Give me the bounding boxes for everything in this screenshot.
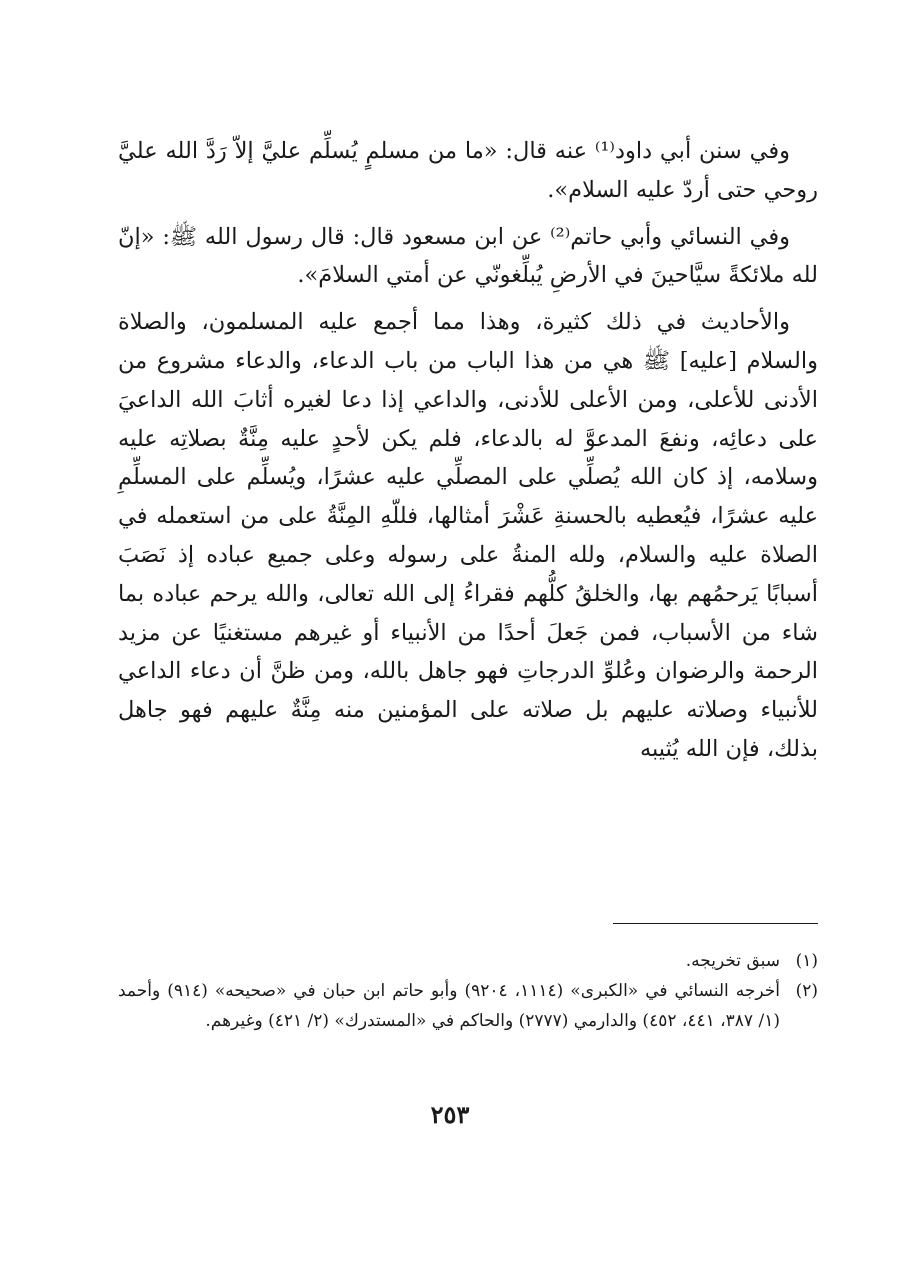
paragraph-1: وفي سنن أبي داود⁽¹⁾ عنه قال: «ما من مسلمٍ يُسلِّم عليَّ إلاّ رَدَّ الله عليَّ روحي حتى أردّ عليه السلام».	[118, 138, 818, 203]
footnote-text: سبق تخريجه.	[685, 951, 780, 971]
page-number: ٢٥٣	[430, 1100, 470, 1129]
footnote-text: أخرجه النسائي في «الكبرى» (١١١٤، ٩٢٠٤) وأبو حاتم ابن حبان في «صحيحه» (٩١٤) وأحمد (١/ ٣٨٧، ٤٤١، ٤٥٢) والدارمي (٢٧٧٧) والحاكم في «المستدرك» (٢/ ٤٢١) وغيرهم.	[118, 981, 781, 1031]
footnote-number: (٢)	[795, 981, 818, 1001]
footnote-separator	[613, 923, 818, 924]
paragraph-3: والأحاديث في ذلك كثيرة، وهذا مما أجمع عليه المسلمون، والصلاة والسلام [عليه] ﷺ هي من هذا الباب من باب الدعاء، والدعاء مشروع من الأدنى للأعلى، ومن الأعلى للأدنى، والداعي إذا دعا لغيره أثابَ الله الداعيَ على دعائِه، ونفعَ المدعوَّ له بالدعاء، فلم يكن لأحدٍ عليه مِنَّةٌ بصلاتِه عليه وسلامه، إذ كان الله يُصلِّي على المصلِّي عليه عشرًا، ويُسلِّم على المسلِّمِ عليه عشرًا، فيُعطيه بالحسنةِ عَشْرَ أمثالها، فللّهِ المِنَّةُ على من استعمله في الصلاة عليه والسلام، ولله المنةُ على رسوله وعلى جميع عباده إذ نَصَبَ أسبابًا يَرحمُهم بها، والخلقُ كلُّهم فقراءُ إلى الله تعالى، والله يرحم عباده بما شاء من الأسباب، فمن جَعلَ أحدًا من الأنبياء أو غيرهم مستغنيًا عن مزيد الرحمة والرضوان وعُلوِّ الدرجاتِ فهو جاهل بالله، ومن ظنَّ أن دعاء الداعي للأنبياء وصلاته عليهم بل صلاته على المؤمنين منه مِنَّةٌ عليهم فهو جاهل بذلك، فإن الله يُثيبه	[118, 309, 818, 762]
footnote-number: (١)	[795, 951, 818, 971]
footnotes	[118, 946, 818, 1036]
footnote-1	[118, 946, 818, 976]
paragraph-2: وفي النسائي وأبي حاتم⁽²⁾ عن ابن مسعود قال: قال رسول الله ﷺ: «إنّ لله ملائكةً سيَّاحينَ في الأرضِ يُبلِّغونّي عن أمتي السلامَ».	[118, 223, 818, 289]
main-text	[118, 132, 818, 769]
footnote-2	[118, 976, 818, 1036]
